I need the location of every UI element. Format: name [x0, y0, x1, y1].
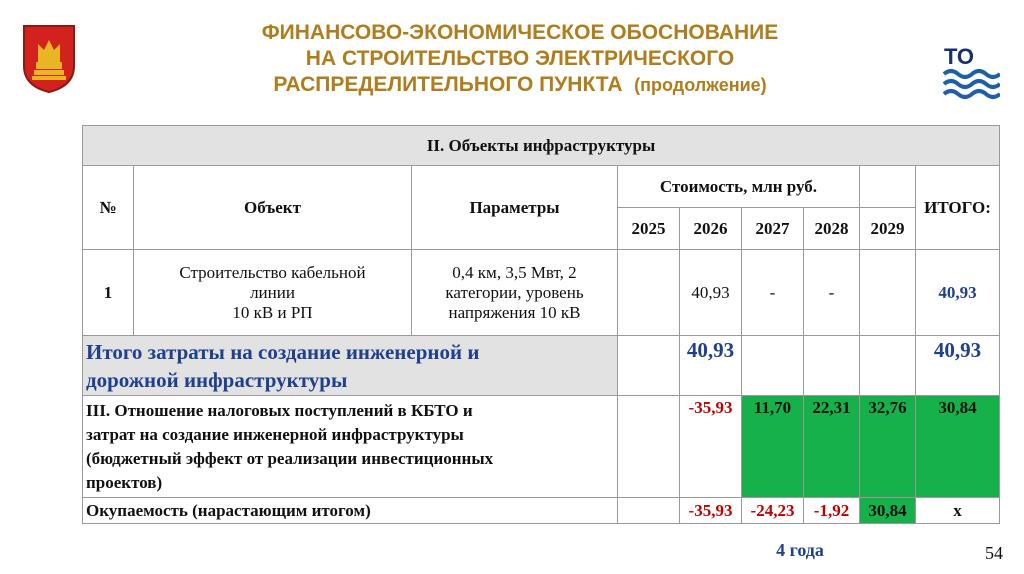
ratio-row-label: III. Отношение налоговых поступлений в КБТО и затрат на создание инженерной инфраструктуры (бюджетный эффект от реализации инвестиционных проектов) — [83, 396, 618, 498]
payback-2026: -35,93 — [680, 498, 742, 524]
total-row — [83, 336, 1000, 396]
coat-of-arms-icon — [20, 22, 78, 94]
title-line-1: ФИНАНСОВО-ЭКОНОМИЧЕСКОЕ ОБОСНОВАНИЕ — [261, 21, 779, 44]
ratio-2028: 22,31 — [804, 396, 860, 498]
year-2028: 2028 — [804, 208, 860, 250]
row1-object: Строительство кабельной линии 10 кВ и РП — [134, 250, 412, 336]
section-title: II. Объекты инфраструктуры — [83, 126, 1000, 166]
payback-period-label: 4 года — [776, 540, 824, 560]
row1-2026: 40,93 — [680, 250, 742, 336]
row1-total: 40,93 — [916, 250, 1000, 336]
total-row-label: Итого затраты на создание инженерной и дорожной инфраструктуры — [83, 336, 618, 396]
total-row-total: 40,93 — [916, 336, 1000, 396]
row1-2025 — [618, 250, 680, 336]
col-params-header: Параметры — [412, 166, 618, 250]
year-2027: 2027 — [742, 208, 804, 250]
finance-table — [82, 125, 1000, 524]
svg-text:ТО: ТО — [944, 44, 975, 69]
col-cost-header: Стоимость, млн руб. — [618, 166, 860, 208]
title-suffix: (продолжение) — [634, 75, 767, 95]
ratio-total: 30,84 — [916, 396, 1000, 498]
payback-row — [83, 498, 1000, 524]
slide-title — [150, 20, 890, 98]
col-total-header: ИТОГО: — [916, 166, 1000, 250]
ratio-2027: 11,70 — [742, 396, 804, 498]
row1-2028: - — [804, 250, 860, 336]
payback-total: х — [916, 498, 1000, 524]
row1-num: 1 — [83, 250, 134, 336]
payback-2027: -24,23 — [742, 498, 804, 524]
col-object-header: Объект — [134, 166, 412, 250]
ratio-2026: -35,93 — [680, 396, 742, 498]
row1-2027: - — [742, 250, 804, 336]
year-2025: 2025 — [618, 208, 680, 250]
table-row — [83, 250, 1000, 336]
total-row-2026: 40,93 — [680, 336, 742, 396]
row1-params: 0,4 км, 3,5 Мвт, 2 категории, уровень напряжения 10 кВ — [412, 250, 618, 336]
ratio-row — [83, 396, 1000, 498]
year-2029: 2029 — [860, 208, 916, 250]
to-waves-logo-icon — [940, 44, 1000, 106]
payback-2029: 30,84 — [860, 498, 916, 524]
page-number: 54 — [985, 543, 1003, 563]
year-2026: 2026 — [680, 208, 742, 250]
payback-2028: -1,92 — [804, 498, 860, 524]
col-num-header: № — [83, 166, 134, 250]
title-line-3: РАСПРЕДЕЛИТЕЛЬНОГО ПУНКТА (продолжение) — [273, 73, 767, 96]
title-line-2: НА СТРОИТЕЛЬСТВО ЭЛЕКТРИЧЕСКОГО — [305, 47, 735, 70]
ratio-2029: 32,76 — [860, 396, 916, 498]
payback-row-label: Окупаемость (нарастающим итогом) — [83, 498, 618, 524]
row1-2029 — [860, 250, 916, 336]
